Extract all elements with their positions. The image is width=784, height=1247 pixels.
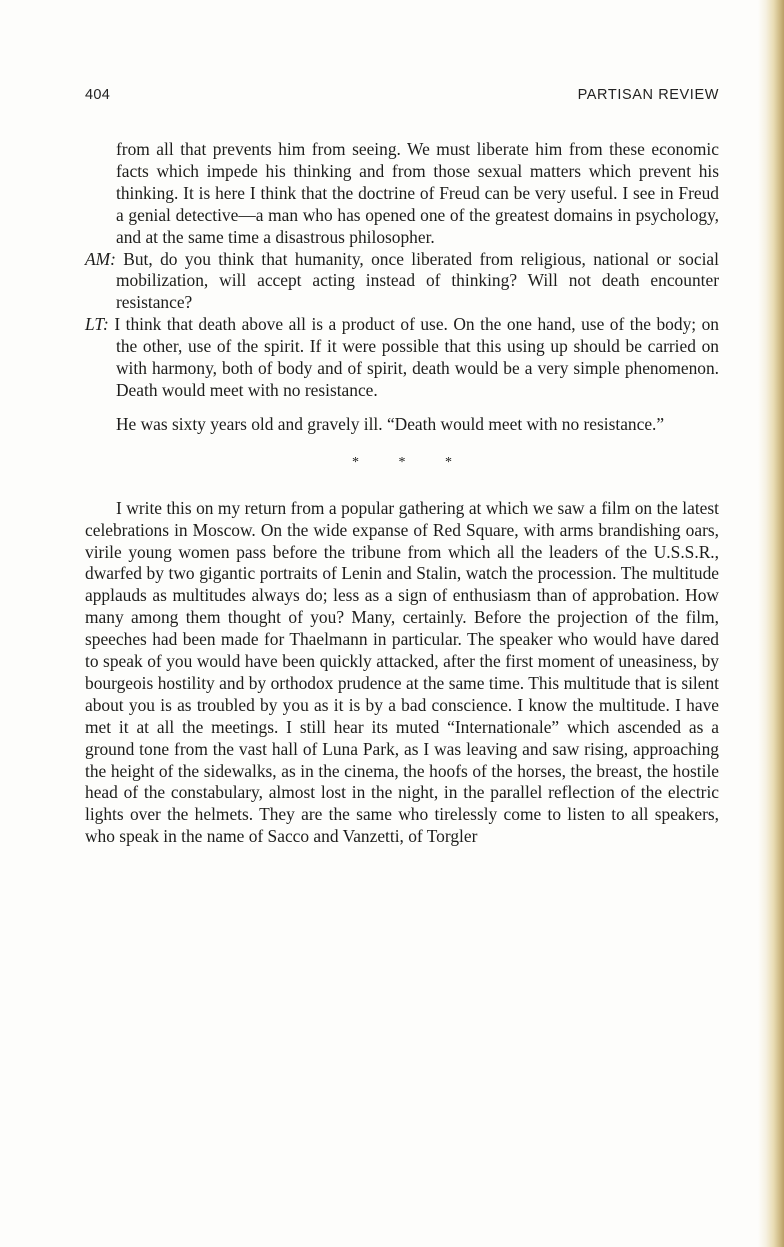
continuation-paragraph: from all that prevents him from seeing. We must liberate him from these economic facts which impede his thinking and from those sexual matters which prevent his thinking. It is here I think that the doctrine of Freud can be very useful. I see in Freud a genial detective—a man who has opened one of the greatest domains in psychology, and at the same time a disastrous philosopher. [116, 139, 719, 247]
dialogue-text: But, do you think that humanity, once liberated from religious, national or social mobilization, will accept acting instead of thinking? Will not death encounter resistance? [116, 248, 719, 313]
running-header [85, 87, 719, 109]
after-dialogue-paragraph: He was sixty years old and gravely ill. “Death would meet with no resistance.” [116, 413, 665, 434]
dialogue-text: I think that death above all is a product of use. On the one hand, use of the body; on the other, use of the spirit. If it were possible that this using up should be carried on with harmony, both of body and of spirit, death would be a very simple phenomenon. Death would meet with no resistance. [114, 314, 719, 400]
main-paragraph: I write this on my return from a popular gathering at which we saw a film on the latest celebrations in Moscow. On the wide expanse of Red Square, with arms brandishing oars, virile young women pass before the tribune from which all the leaders of the U.S.S.R., dwarfed by two gigantic portraits of Lenin and Stalin, watch the procession. The multitude applauds as multitudes always do; less as a sign of enthusiasm than of approbation. How many among them thought of you? Many, certainly. Before the projection of the film, speeches had been made for Thaelmann in particular. The speaker who would have dared to speak of you would have been quickly attacked, after the first moment of uneasiness, by bourgeois hostility and by orthodox prudence at the same time. This multitude that is silent about you is as troubled by you as it is by a bad conscience. I know the multitude. I have met it at all the meetings. I still hear its muted “Internationale” which ascended as a ground tone from the vast hall of Luna Park, as I was leaving and saw rising, approaching the height of the sidewalks, as in the cinema, the hoofs of the horses, the breast, the hostile head of the constabulary, almost lost in the night, in the parallel reflection of the electric lights over the helmets. They are the same who tirelessly come to listen to all speakers, who speak in the name of Sacco and Vanzetti, of Torgler [85, 497, 719, 847]
page-number: 404 [85, 87, 111, 103]
dialogue-line-lt [85, 314, 719, 402]
running-title: PARTISAN REVIEW [577, 87, 719, 103]
section-break: * * * [352, 454, 470, 470]
page-body [85, 139, 719, 848]
dialogue-line-am [85, 249, 719, 315]
speaker-label: AM: [85, 248, 116, 269]
speaker-label: LT: [85, 314, 109, 335]
page-edge-shadow [758, 0, 784, 1247]
